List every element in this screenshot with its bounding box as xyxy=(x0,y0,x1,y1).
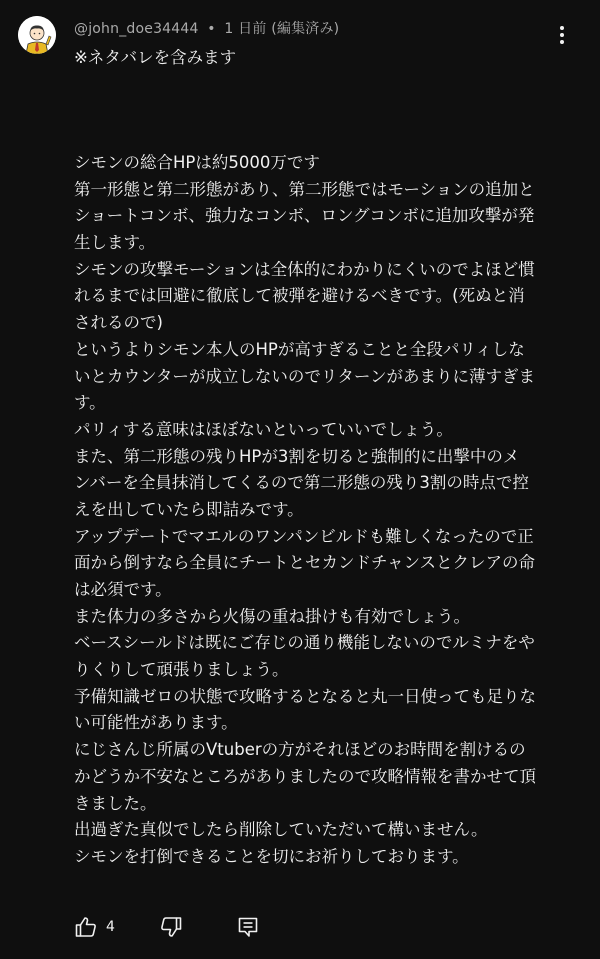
meta-separator: • xyxy=(207,21,216,37)
dislike-button[interactable] xyxy=(159,912,183,942)
comment-text-line: また体力の多さから火傷の重ね掛けも有効でしょう。 xyxy=(74,606,470,626)
thumbs-up-icon xyxy=(74,915,98,939)
comment-text-line: パリィする意味はほぼないといっていいでしょう。 xyxy=(74,419,453,439)
comment-text-line: れるまでは回避に徹底して被弾を避けるべきです。(死ぬと消 xyxy=(74,286,525,306)
comment-text-line: されるので) xyxy=(74,313,163,333)
comment-timestamp[interactable]: 1 日前 xyxy=(224,21,267,37)
reply-button[interactable] xyxy=(236,912,260,942)
edited-label: (編集済み) xyxy=(271,21,340,37)
comment-text-line: かどうか不安なところがありましたので攻略情報を書かせて頂 xyxy=(74,766,536,786)
comment-text-line: ンバーを全員抹消してくるので第二形態の残り3割の時点で控 xyxy=(74,473,529,493)
comment-text-line: 面から倒すなら全員にチートとセカンドチャンスとクレアの命 xyxy=(74,553,536,573)
comment-text-line: す。 xyxy=(74,393,106,413)
comment-text-line: 生します。 xyxy=(74,233,156,253)
comment-text-line: シモンを打倒できることを切にお祈りしております。 xyxy=(74,846,469,866)
comment-text-line: 第一形態と第二形態があり、第二形態ではモーションの追加と xyxy=(74,179,535,199)
comment-text-line: いとカウンターが成立しないのでリターンがあまりに薄すぎま xyxy=(74,366,536,386)
comment-text-line: ベースシールドは既にご存じの通り機能しないのでルミナをや xyxy=(74,633,535,653)
comment-text-line: 予備知識ゼロの状態で攻略するとなると丸一日使っても足りな xyxy=(74,686,536,706)
comment-text-line: また、第二形態の残りHPが3割を切ると強制的に出撃中のメ xyxy=(74,446,520,466)
reply-comment-icon xyxy=(236,915,260,939)
comment-text-line: えを出していたら即詰みです。 xyxy=(74,499,304,519)
comment-body xyxy=(74,150,584,871)
comment-text-line: シモンの総合HPは約5000万です xyxy=(74,153,320,172)
avatar-cartoon-person-icon xyxy=(18,16,56,54)
comment-text-line: は必須です。 xyxy=(74,580,172,599)
comment-text-line: シモンの攻撃モーションは全体的にわかりにくいのでよほど慣 xyxy=(74,259,535,279)
comment-text-line: ショートコンボ、強力なコンボ、ロングコンボに追加攻撃が発 xyxy=(74,206,535,226)
comment-text-line: きました。 xyxy=(74,793,157,813)
vertical-dots-icon xyxy=(559,25,565,45)
comment-text-line: い可能性があります。 xyxy=(74,713,238,733)
comment-text-line: というよりシモン本人のHPが高すぎることと全段パリィしな xyxy=(74,339,525,359)
comment-header xyxy=(74,18,339,38)
comment-text-line: アップデートでマエルのワンパンビルドも難しくなったので正 xyxy=(74,526,534,546)
thumbs-down-icon xyxy=(159,915,183,939)
avatar[interactable] xyxy=(18,16,56,54)
comment-text-line: にじさんじ所属のVtuberの方がそれほどのお時間を割けるの xyxy=(74,740,526,760)
like-button[interactable] xyxy=(74,912,115,942)
like-count: 4 xyxy=(106,919,115,935)
author-name[interactable]: @john_doe34444 xyxy=(74,21,199,37)
comment-text-line: りくりして頑張りましょう。 xyxy=(74,660,289,680)
comment-text-line: 出過ぎた真似でしたら削除していただいて構いません。 xyxy=(74,820,488,840)
more-options-button[interactable] xyxy=(548,20,576,50)
spoiler-note: ※ネタバレを含みます xyxy=(74,48,237,67)
